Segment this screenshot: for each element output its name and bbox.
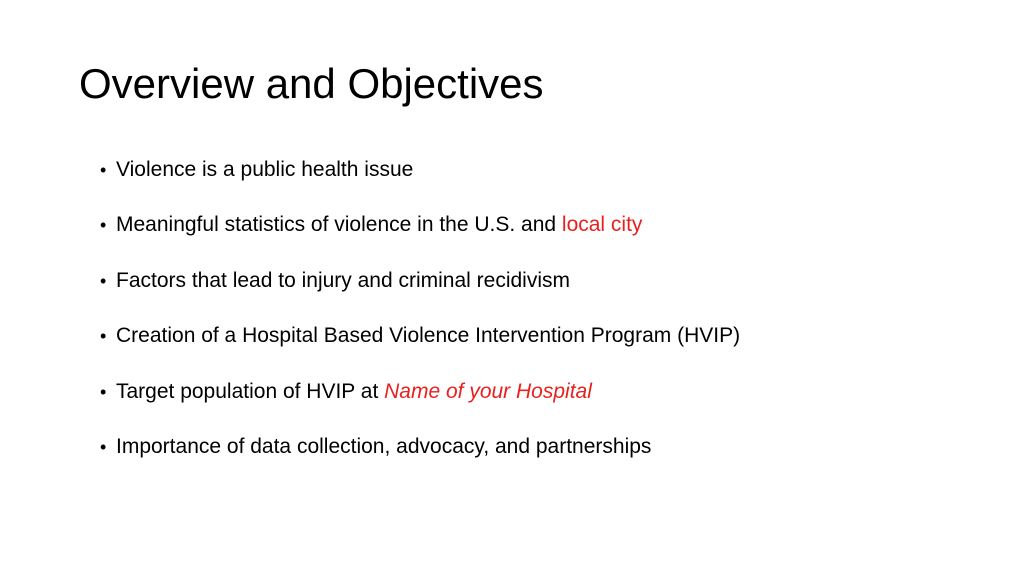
bullet-dot-icon: • bbox=[100, 436, 107, 457]
bullet-list bbox=[100, 152, 740, 484]
bullet-item bbox=[100, 318, 740, 373]
bullet-dot-icon: • bbox=[100, 160, 107, 180]
bullet-dot-icon: • bbox=[100, 270, 107, 291]
bullet-text: Violence is a public health issue bbox=[116, 158, 414, 181]
bullet-text: Factors that lead to injury and criminal recidivism bbox=[116, 268, 571, 292]
bullet-dot-icon: • bbox=[100, 326, 107, 347]
bullet-item bbox=[100, 429, 740, 484]
bullet-item bbox=[100, 374, 740, 429]
bullet-item bbox=[100, 207, 740, 262]
bullet-highlight: Name of your Hospital bbox=[384, 379, 592, 403]
bullet-highlight: local city bbox=[561, 213, 643, 237]
bullet-item bbox=[100, 152, 740, 207]
bullet-text: Creation of a Hospital Based Violence Intervention Program (HVIP) bbox=[116, 324, 741, 348]
bullet-dot-icon: • bbox=[100, 381, 107, 402]
bullet-text: Target population of HVIP at bbox=[116, 379, 385, 403]
bullet-dot-icon: • bbox=[100, 215, 107, 236]
slide-title: Overview and Objectives bbox=[79, 60, 544, 107]
bullet-text: Meaningful statistics of violence in the U.S. and bbox=[116, 213, 562, 237]
bullet-text: Importance of data collection, advocacy, and partnerships bbox=[116, 434, 652, 458]
bullet-item bbox=[100, 263, 740, 318]
